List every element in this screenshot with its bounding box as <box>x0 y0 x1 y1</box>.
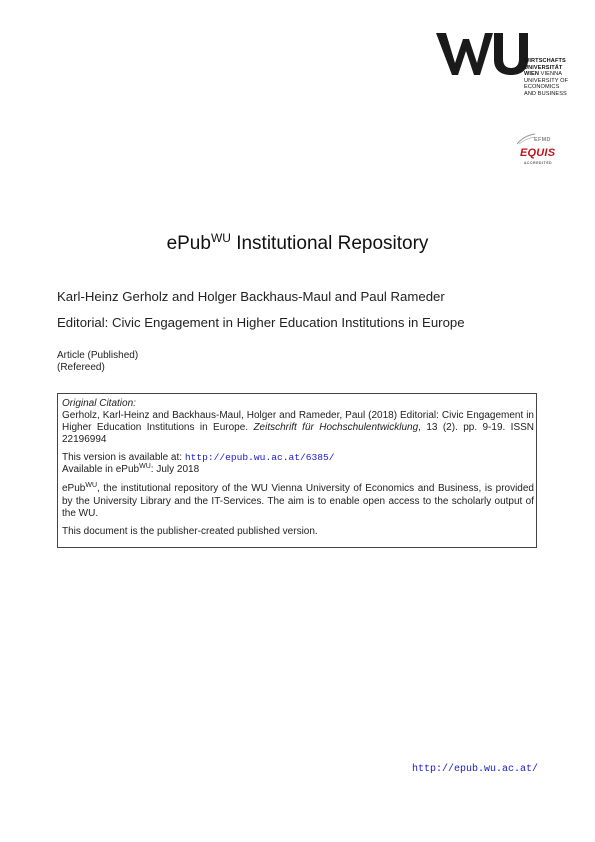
wu-logo-text <box>524 58 568 98</box>
repository-title <box>0 233 595 255</box>
equis-badge <box>516 130 566 170</box>
logo-line-2: UNIVERSITÄT <box>524 64 563 71</box>
article-title: Editorial: Civic Engagement in Higher Education Institutions in Europe <box>57 315 465 330</box>
footer-repository-link[interactable]: http://epub.wu.ac.at/ <box>411 764 538 775</box>
citation-box <box>57 393 537 548</box>
about-text: , the institutional repository of the WU Vienna University of Economics and Business, is provided by the University Library and the IT-Services. The aim is to enable open access to the scholarly output of the WU. <box>62 483 534 519</box>
logo-line-3-bold: WIEN <box>524 71 540 78</box>
logo-line-6: AND BUSINESS <box>524 90 567 97</box>
availability-label: This version is available at: <box>62 452 185 463</box>
about-sup: WU <box>85 482 98 489</box>
logo-line-4: UNIVERSITY OF <box>524 77 569 84</box>
about-prefix: ePub <box>62 483 86 494</box>
equis-label: EQUIS <box>520 147 556 159</box>
available-date-line <box>62 464 534 477</box>
about-paragraph <box>62 483 534 520</box>
logo-line-1: WIRTSCHAFTS <box>524 58 566 64</box>
repository-title-sup: WU <box>210 231 231 245</box>
wu-logo-icon <box>436 33 528 75</box>
wu-logo <box>436 33 569 103</box>
available-prefix: Available in ePub <box>62 464 140 475</box>
efmd-swoosh-icon <box>516 132 536 146</box>
accredited-label: ACCREDITED <box>524 161 553 165</box>
article-type: Article (Published) <box>57 350 139 361</box>
availability-link[interactable]: http://epub.wu.ac.at/6385/ <box>184 452 335 463</box>
citation-text-start: Gerholz, Karl-Heinz and Backhaus-Maul, Holger and Rameder, Paul (2018) Editorial: Civic Engagement in Higher Education Institutions in Europe. <box>62 410 534 433</box>
authors: Karl-Heinz Gerholz and Holger Backhaus-Maul and Paul Rameder <box>57 289 445 304</box>
citation-text-end: , 13 (2). pp. 9-19. ISSN 22196994 <box>62 422 535 445</box>
logo-line-5: ECONOMICS <box>524 84 560 91</box>
logo-line-3-rest: VIENNA <box>539 71 563 78</box>
citation-text <box>62 410 534 446</box>
available-sup: WU <box>139 463 151 470</box>
availability-line <box>62 452 534 464</box>
repository-title-suffix: Institutional Repository <box>230 233 429 254</box>
efmd-label: EFMD <box>534 137 551 143</box>
citation-heading: Original Citation: <box>62 398 136 409</box>
available-suffix: : July 2018 <box>150 464 200 475</box>
review-status: (Refereed) <box>57 362 105 373</box>
citation-journal: Zeitschrift für Hochschulentwicklung <box>253 422 419 433</box>
repository-title-prefix: ePub <box>166 233 211 254</box>
version-note: This document is the publisher-created published version. <box>62 526 318 537</box>
